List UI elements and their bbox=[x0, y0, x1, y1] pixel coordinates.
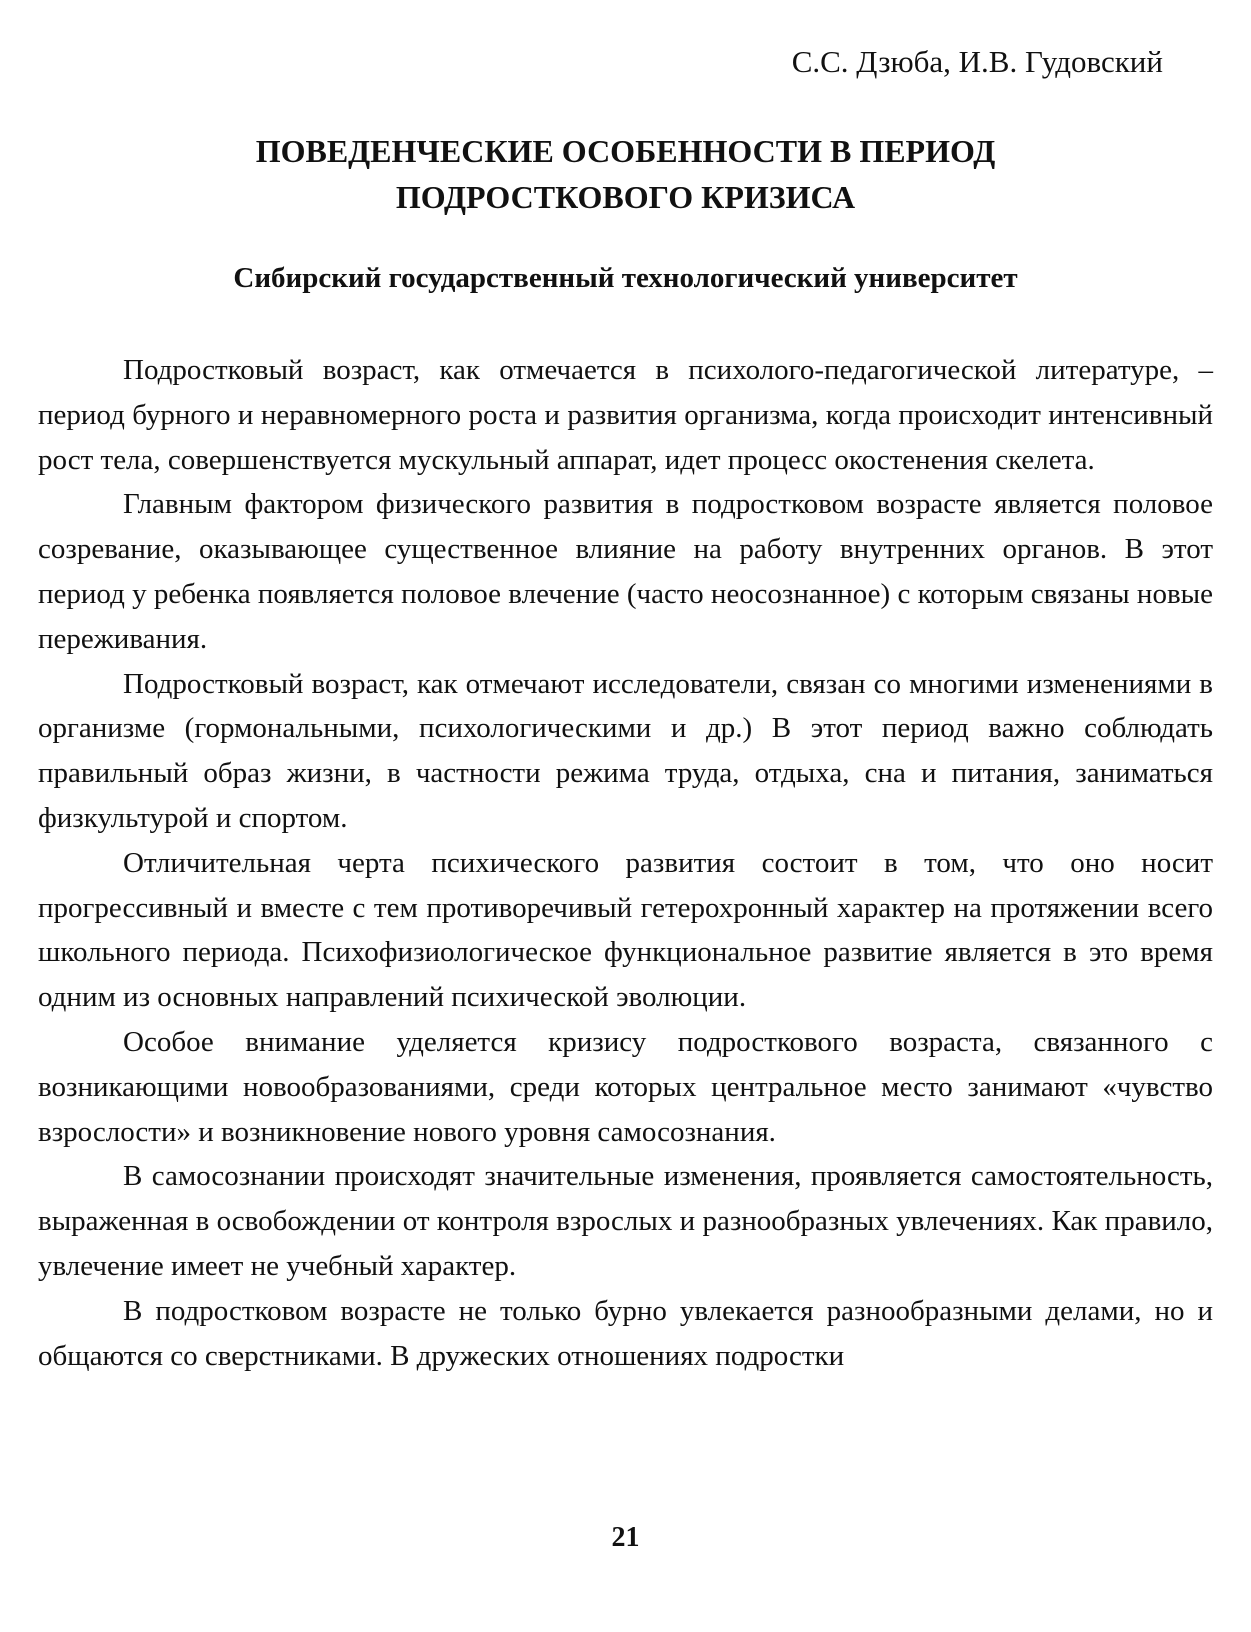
page-number: 21 bbox=[611, 1522, 640, 1553]
paragraph: Отличительная черта психического развития состоит в том, что оно носит прогрессивный и вместе с тем противоречивый гетерохронный характер на протяжении всего школьного периода. Психофизиологическое функциональное развитие является в это время одним из основных направлений психической эволюции. bbox=[38, 846, 1213, 1014]
affiliation: Сибирский государственный технологический университет bbox=[233, 262, 1018, 294]
body-text bbox=[38, 348, 1213, 1378]
paragraph: Особое внимание уделяется кризису подросткового возраста, связанного с возникающими новообразованиями, среди которых центральное место занимают «чувство взрослости» и возникновение нового уровня самосознания. bbox=[38, 1025, 1213, 1148]
paragraph: Подростковый возраст, как отмечают исследователи, связан со многими изменениями в организме (гормональными, психологическими и др.) В этот период важно соблюдать правильный образ жизни, в частности режима труда, отдыха, сна и питания, заниматься физкультурой и спортом. bbox=[38, 667, 1213, 834]
paragraph: В самосознании происходят значительные изменения, проявляется самостоятельность, выраженная в освобождении от контроля взрослых и разнообразных увлечениях. Как правило, увлечение имеет не учебный характер. bbox=[38, 1160, 1213, 1282]
paper-title bbox=[0, 128, 1251, 220]
paper-title-line-2: ПОДРОСТКОВОГО КРИЗИСА bbox=[395, 179, 856, 215]
paragraph: Подростковый возраст, как отмечается в психолого-педагогической литературе, – период бурного и неравномерного роста и развития организма, когда происходит интенсивный рост тела, совершенствуется мускульный аппарат, идет процесс окостенения скелета. bbox=[38, 354, 1213, 476]
paper-title-line-1: ПОВЕДЕНЧЕСКИЕ ОСОБЕННОСТИ В ПЕРИОД bbox=[255, 133, 996, 169]
authors-line: С.С. Дзюба, И.В. Гудовский bbox=[791, 44, 1163, 79]
paragraph: В подростковом возрасте не только бурно увлекается разнообразными делами, но и общаются со сверстниками. В дружеских отношениях подростки bbox=[38, 1294, 1213, 1372]
paragraph: Главным фактором физического развития в подростковом возрасте является половое созревание, оказывающее существенное влияние на работу внутренних органов. В этот период у ребенка появляется половое влечение (часто неосознанное) с которым связаны новые переживания. bbox=[38, 488, 1213, 655]
